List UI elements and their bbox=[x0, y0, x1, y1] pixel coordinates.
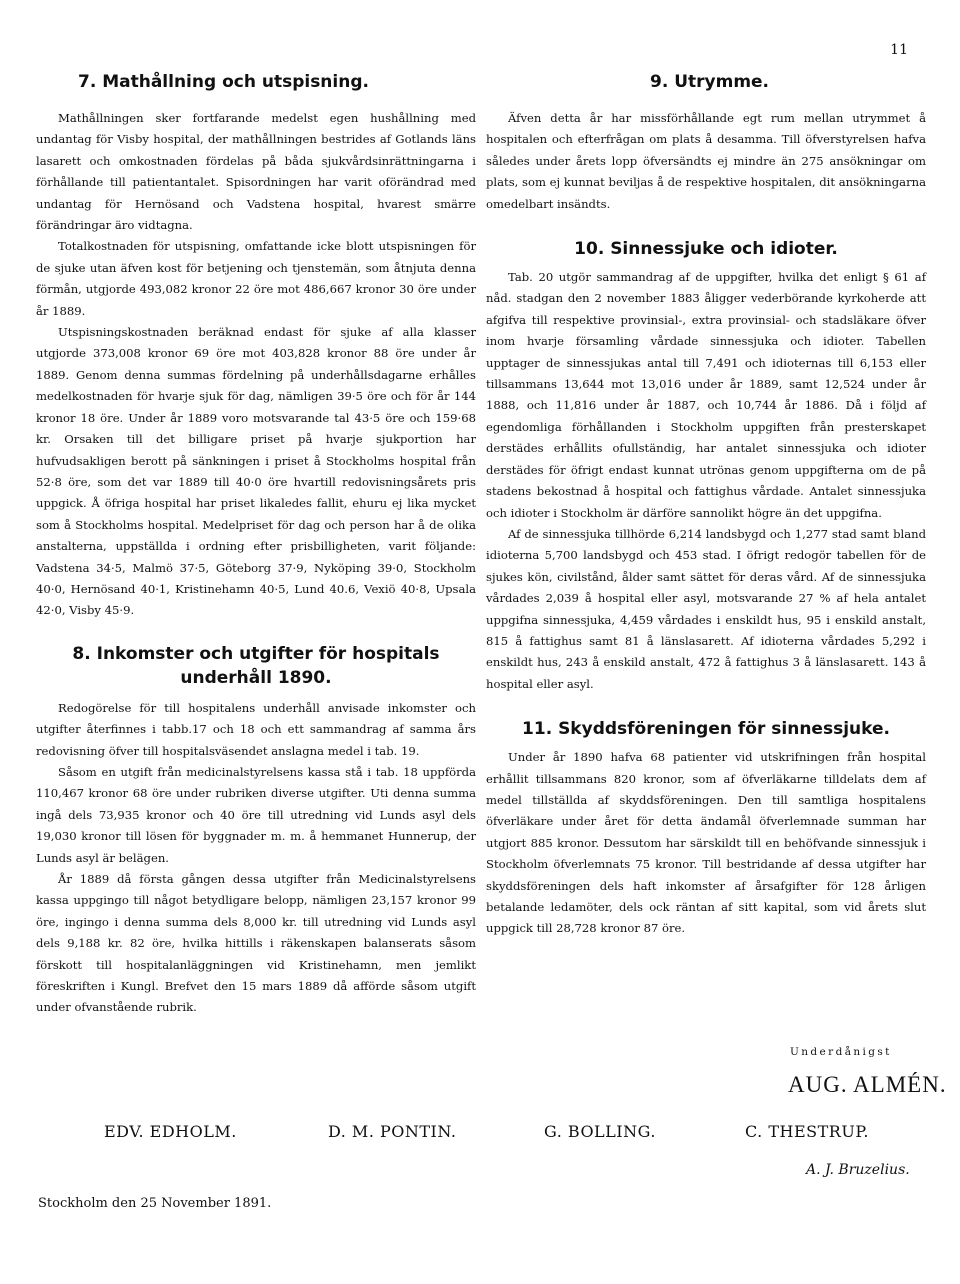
section-9-heading: 9. Utrymme. bbox=[650, 72, 770, 92]
left-column bbox=[36, 70, 476, 1019]
section-8-heading-line-2: underhåll 1890. bbox=[180, 667, 332, 688]
section-10-heading: 10. Sinnessjuke och idioter. bbox=[574, 239, 838, 260]
place-and-date: Stockholm den 25 November 1891. bbox=[38, 1196, 272, 1211]
signature-almen: AUG. ALMÉN. bbox=[788, 1072, 947, 1097]
section-7-paragraph-2: Totalkostnaden för utspisning, omfattande icke blott utspisningen för de sjuke utan äfven kost för betjening och tjenstemän, som åtnjuta denna förmån, utgjorde 493,082 kronor 22 öre mot 486,667 kronor 30 öre under år 1889. bbox=[36, 239, 476, 318]
section-8-paragraph-3: År 1889 då första gången dessa utgifter från Medicinalstyrelsens kassa uppgingo till något betydligare belopp, nämligen 23,157 kronor 99 öre, ingingo i denna summa dels 8,000 kr. till utredning vid Lunds asyl dels 9,188 kr. 82 öre, hvilka hittills i räkenskapen balanserats såsom förskott till hospitalanläggningen vid Kristinehamn, men jemlikt föreskriften i Kungl. Brefvet den 15 mars 1889 då afförde såsom utgift under ofvanstående rubrik. bbox=[36, 872, 476, 1015]
section-9-paragraph-1: Äfven detta år har missförhållande egt rum mellan utrymmet å hospitalen och efterfrågan om plats å desamma. Till öfverstyrelsen hafva således under årets lopp öfversändts ej mindre än 275 ansökningar om plats, som ej kunnat beviljas å de respektive hospitalen, dit ansökningarna omedelbart insändts. bbox=[486, 111, 926, 211]
signature-thestrup: C. THESTRUP. bbox=[745, 1122, 869, 1141]
signature-pontin: D. M. PONTIN. bbox=[328, 1122, 457, 1141]
section-10-paragraph-2: Af de sinnessjuka tillhörde 6,214 landsbygd och 1,277 stad samt bland idioterna 5,700 landsbygd och 453 stad. I öfrigt redogör tabellen för de sjukes kön, civilstånd, ålder samt sättet för deras vård. Af de sinnessjuka vårdades 2,039 å hospital eller asyl, motsvarande 27 % af hela antalet uppgifna sinnessjuka, 4,459 vårdades i enskildt hus, 95 i enskild anstalt, 815 å fattighus samt 81 å länslasarett. Af idioterna vårdades 5,292 i enskildt hus, 243 å enskild anstalt, 472 å fattighus 3 å länslasarett. 143 å hospital eller asyl. bbox=[486, 526, 926, 691]
section-10-paragraph-1: Tab. 20 utgör sammandrag af de uppgifter, hvilka det enligt § 61 af nåd. stadgan den 2 november 1883 åligger vederbörande kyrkoherde att afgifva till respektive provinsial-, extra provinsial- och stadsläkare öfver inom hvarje församling vårdade sinnessjuka och idioter. Tabellen upptager de sinnessjukas antal till 7,491 och idioternas till 6,153 eller tillsammans 13,644 mot 13,016 under år 1889, samt 12,524 under år 1888, och 11,816 under år 1887, och 10,744 år 1886. Då i följd af egendomliga förhållanden i Stockholm uppgiften från presterskapet derstädes erhållits ofullständig, har antalet sinnessjuka och idioter derstädes för öfrigt endast kunnat utrönas genom uppgifterna om de på stadens bekostnad å hospital och fattighus vårdade. Antalet sinnessjuka och idioter i Stockholm är därföre sannolikt högre än det uppgifna. bbox=[486, 270, 926, 520]
section-11-heading: 11. Skyddsföreningen för sinnessjuke. bbox=[522, 719, 890, 740]
right-column bbox=[486, 70, 926, 940]
signature-bolling: G. BOLLING. bbox=[544, 1122, 656, 1141]
section-7-paragraph-1: Mathållningen sker fortfarande medelst egen hushållning med undantag för Visby hospital, der mathållningen bestrides af Gotlands läns lasarett och omkostnaden fördelas på båda sjukvårdsinrättningarna i förhållande till patientantalet. Spisordningen har varit oförändrad med undantag för Hernösand och Vadstena hospital, hvarest smärre förändringar äro vidtagna. bbox=[36, 111, 476, 233]
section-11-paragraph-1: Under år 1890 hafva 68 patienter vid utskrifningen från hospital erhållit tillsammans 820 kronor, som af öfverläkarne tilldelats dem af medel tillställda af skyddsföreningen. Den till samtliga hospitalens öfverläkare under året för detta ändamål öfverlemnade summan har utgjort 885 kronor. Dessutom har särskildt till en behöfvande sinnessjuk i Stockholm öfverlemnats 75 kronor. Till bestridande af dessa utgifter har skyddsföreningen dels haft inkomster af årsafgifter för 128 årligen betalande ledamöter, dels ock räntan af sitt kapital, som vid årets slut uppgick till 28,728 kronor 87 öre. bbox=[486, 750, 926, 936]
page-number: 11 bbox=[890, 42, 908, 58]
underdanigst-label: Underdånigst bbox=[790, 1046, 892, 1058]
section-7-heading: 7. Mathållning och utspisning. bbox=[78, 72, 369, 92]
signature-bruzelius: A. J. Bruzelius. bbox=[806, 1162, 910, 1178]
section-8-paragraph-2: Såsom en utgift från medicinalstyrelsens kassa stå i tab. 18 uppförda 110,467 kronor 68 öre under rubriken diverse utgifter. Uti denna summa ingå dels 73,935 kronor och 40 öre till utredning vid Lunds asyl dels 19,030 kronor till lösen för byggnader m. m. å hemmanet Hunnerup, der Lunds asyl är belägen. bbox=[36, 764, 476, 865]
section-8-heading-line-1: 8. Inkomster och utgifter för hospitals bbox=[72, 643, 440, 664]
signature-edholm: EDV. EDHOLM. bbox=[104, 1122, 237, 1141]
section-8-paragraph-1: Redogörelse för till hospitalens underhåll anvisade inkomster och utgifter återfinnes i tabb.17 och 18 och ett sammandrag af samma års redovisning öfver till hospitalsväsendet anslagna medel i tab. 19. bbox=[36, 700, 476, 758]
section-7-paragraph-3: Utspisningskostnaden beräknad endast för sjuke af alla klasser utgjorde 373,008 kronor 69 öre mot 403,828 kronor 88 öre under år 1889. Genom denna summas fördelning på underhållsdagarne erhålles medelkostnaden för hvarje sjuk för dag, nämligen 39·5 öre och för år 144 kronor 18 öre. Under år 1889 voro motsvarande tal 43·5 öre och 159·68 kr. Orsaken till det billigare priset på hvarje sjukportion har hufvudsakligen berott på sänkningen i priset å Stockholms hospital från 52·8 öre, som det var 1889 till 40·0 öre hvartill redovisningsårets pris uppgick. Å öfriga hospital har priset likaledes fallit, ehuru ej lika mycket som å Stockholms hospital. Medelpriset för dag och person har å de olika anstalterna, uppställda i ordning efter prisbilligheten, varit följande: Vadstena 34·5, Malmö 37·5, Göteborg 37·9, Nyköping 39·0, Stockholm 40·0, Hernösand 40·1, Kristinehamn 40·5, Lund 40.6, Vexiö 40·8, Upsala 42·0, Visby 45·9. bbox=[36, 325, 476, 618]
signature-row bbox=[0, 1122, 960, 1152]
